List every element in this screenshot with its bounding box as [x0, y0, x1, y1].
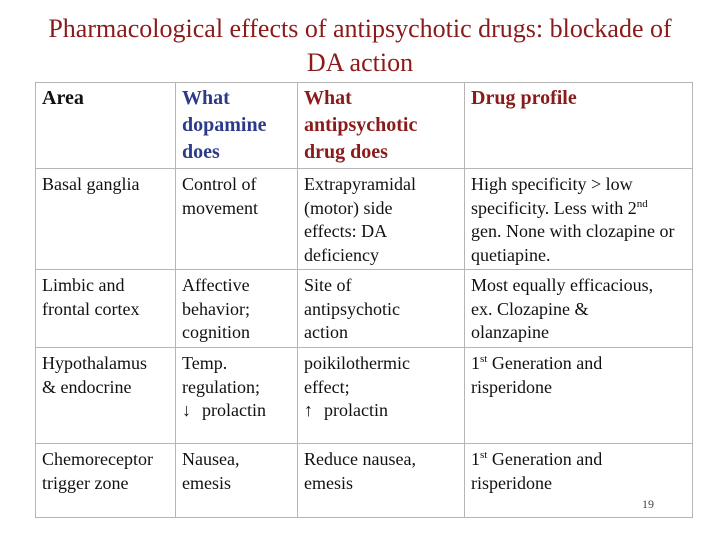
header-antipsychotic: What antipsychotic drug does: [298, 83, 465, 169]
header-drug-profile: Drug profile: [465, 83, 693, 169]
slide-title: [10, 12, 710, 80]
cell-area: Chemoreceptor trigger zone: [36, 444, 176, 518]
cell-antipsychotic: Site of antipsychotic action: [298, 270, 465, 348]
cell-dopamine: Control of movement: [176, 169, 298, 270]
table-row: [36, 348, 693, 444]
page-number: 19: [642, 497, 654, 511]
cell-drug-profile: Most equally efficacious, ex. Clozapine & olanzapine: [465, 270, 693, 348]
arrow-down-icon: ↓: [182, 400, 191, 420]
drug-effects-table: [35, 82, 693, 518]
title-line-2: DA action: [306, 48, 414, 77]
table-row: [36, 444, 693, 518]
cell-drug-profile: 1st Generation and risperidone: [465, 348, 693, 444]
cell-area: Basal ganglia: [36, 169, 176, 270]
cell-dopamine: Affective behavior; cognition: [176, 270, 298, 348]
header-dopamine: What dopamine does: [176, 83, 298, 169]
cell-antipsychotic: Extrapyramidal (motor) side effects: DA deficiency: [298, 169, 465, 270]
cell-drug-profile: High specificity > low specificity. Less with 2nd gen. None with clozapine or quetiapine.: [465, 169, 693, 270]
cell-antipsychotic: Reduce nausea, emesis: [298, 444, 465, 518]
cell-dopamine: Nausea, emesis: [176, 444, 298, 518]
cell-dopamine: Temp. regulation; ↓ prolactin: [176, 348, 298, 444]
cell-area: Limbic and frontal cortex: [36, 270, 176, 348]
header-row: [36, 83, 693, 169]
cell-antipsychotic: poikilothermic effect; ↑ prolactin: [298, 348, 465, 444]
cell-drug-profile: 1st Generation and risperidone: [465, 444, 693, 518]
cell-area: Hypothalamus & endocrine: [36, 348, 176, 444]
table-row: [36, 270, 693, 348]
header-area: Area: [36, 83, 176, 169]
arrow-up-icon: ↑: [304, 400, 313, 420]
title-line-1: Pharmacological effects of antipsychotic drugs: blockade of: [48, 14, 672, 43]
table-row: [36, 169, 693, 270]
